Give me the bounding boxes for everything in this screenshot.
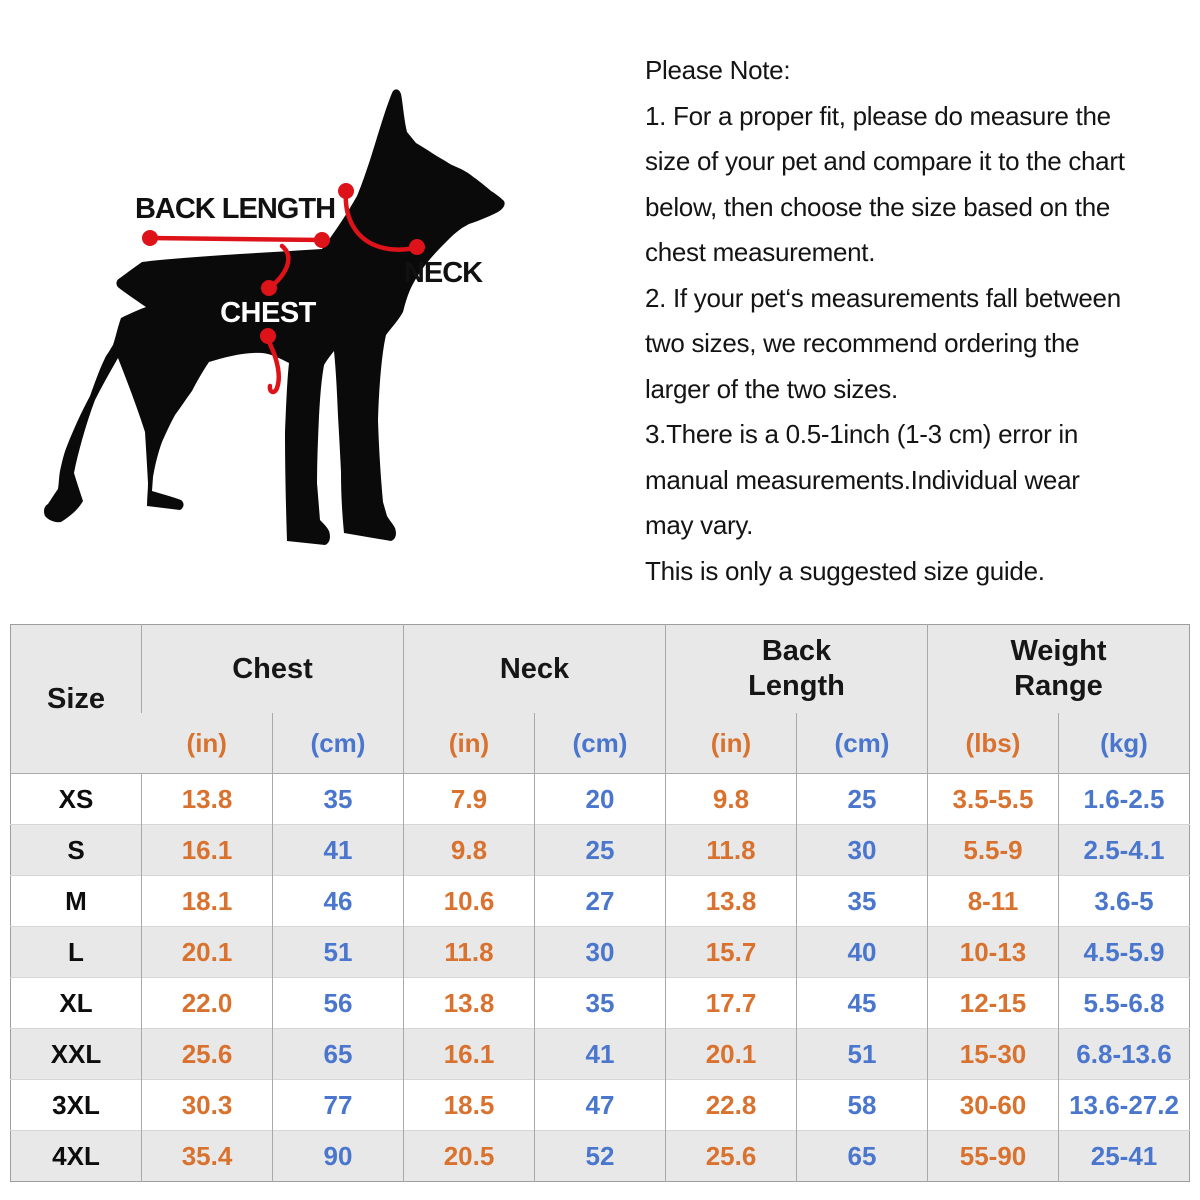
unit-header-chest-cm: (cm) xyxy=(273,713,404,774)
size-label: 3XL xyxy=(11,1080,142,1131)
note-line: below, then choose the size based on the xyxy=(645,191,1111,222)
back-length-label: BACK LENGTH xyxy=(134,193,336,225)
measurement-value: 5.5-6.8 xyxy=(1059,978,1190,1029)
measurement-value: 11.8 xyxy=(404,927,535,978)
note-line: 2. If your pet‘s measurements fall between xyxy=(645,282,1121,313)
measurement-value: 15-30 xyxy=(928,1029,1059,1080)
unit-header-back-in: (in) xyxy=(666,713,797,774)
note-line: two sizes, we recommend ordering the xyxy=(645,328,1080,358)
dog-measurement-diagram xyxy=(30,60,610,600)
measurement-value: 35 xyxy=(535,978,666,1029)
measurement-value: 30 xyxy=(797,825,928,876)
size-label: L xyxy=(11,927,142,978)
measurement-value: 65 xyxy=(797,1131,928,1182)
unit-header-neck-cm: (cm) xyxy=(535,713,666,774)
measurement-value: 1.6-2.5 xyxy=(1059,774,1190,825)
measurement-value: 30 xyxy=(535,927,666,978)
col-header-size: Size xyxy=(11,625,142,774)
measurement-value: 52 xyxy=(535,1131,666,1182)
chest-label: CHEST xyxy=(220,297,316,329)
unit-header-neck-in: (in) xyxy=(404,713,535,774)
size-label: M xyxy=(11,876,142,927)
measurement-value: 22.8 xyxy=(666,1080,797,1131)
measurement-value: 8-11 xyxy=(928,876,1059,927)
measurement-value: 12-15 xyxy=(928,978,1059,1029)
measurement-value: 16.1 xyxy=(142,825,273,876)
table-unit-header-row xyxy=(11,713,1190,774)
measurement-value: 11.8 xyxy=(666,825,797,876)
measurement-value: 25.6 xyxy=(142,1029,273,1080)
note-line: 3.There is a 0.5-1inch (1-3 cm) error in xyxy=(645,419,1079,449)
table-row xyxy=(11,1080,1190,1131)
measurement-value: 10.6 xyxy=(404,876,535,927)
col-group-back-length: Back Length xyxy=(666,625,928,714)
measurement-value: 15.7 xyxy=(666,927,797,978)
measurement-value: 25 xyxy=(535,825,666,876)
unit-header-weight-kg: (kg) xyxy=(1059,713,1190,774)
measurement-value: 13.8 xyxy=(142,774,273,825)
measurement-value: 77 xyxy=(273,1080,404,1131)
measurement-value: 2.5-4.1 xyxy=(1059,825,1190,876)
measurement-value: 35 xyxy=(273,774,404,825)
measurement-value: 55-90 xyxy=(928,1131,1059,1182)
measurement-value: 18.5 xyxy=(404,1080,535,1131)
unit-header-weight-lbs: (lbs) xyxy=(928,713,1059,774)
measurement-value: 20 xyxy=(535,774,666,825)
unit-header-back-cm: (cm) xyxy=(797,713,928,774)
table-row xyxy=(11,1029,1190,1080)
measurement-value: 35.4 xyxy=(142,1131,273,1182)
measurement-value: 65 xyxy=(273,1029,404,1080)
col-group-neck: Neck xyxy=(404,625,666,714)
col-group-chest: Chest xyxy=(142,625,404,714)
measurement-value: 51 xyxy=(797,1029,928,1080)
measurement-value: 30.3 xyxy=(142,1080,273,1131)
measurement-value: 13.6-27.2 xyxy=(1059,1080,1190,1131)
note-line: size of your pet and compare it to the chart xyxy=(645,146,1125,176)
measurement-value: 30-60 xyxy=(928,1080,1059,1131)
measurement-value: 41 xyxy=(535,1029,666,1080)
measurement-value: 27 xyxy=(535,876,666,927)
note-line: This is only a suggested size guide. xyxy=(645,555,1045,586)
measurement-value: 40 xyxy=(797,927,928,978)
measurement-value: 47 xyxy=(535,1080,666,1131)
measurement-value: 20.1 xyxy=(666,1029,797,1080)
measurement-value: 20.1 xyxy=(142,927,273,978)
measurement-value: 9.8 xyxy=(404,825,535,876)
measurement-value: 45 xyxy=(797,978,928,1029)
table-row xyxy=(11,825,1190,876)
size-label: XXL xyxy=(11,1029,142,1080)
note-title: Please Note: xyxy=(645,55,791,85)
table-row xyxy=(11,927,1190,978)
table-row xyxy=(11,876,1190,927)
measurement-value: 22.0 xyxy=(142,978,273,1029)
measurement-value: 35 xyxy=(797,876,928,927)
measurement-value: 90 xyxy=(273,1131,404,1182)
measurement-value: 25.6 xyxy=(666,1131,797,1182)
size-chart-table xyxy=(10,624,1190,1182)
measurement-value: 13.8 xyxy=(666,876,797,927)
table-row xyxy=(11,978,1190,1029)
measurement-value: 25-41 xyxy=(1059,1131,1190,1182)
measurement-value: 5.5-9 xyxy=(928,825,1059,876)
unit-header-chest-in: (in) xyxy=(142,713,273,774)
table-group-header-row xyxy=(11,625,1190,714)
measurement-value: 41 xyxy=(273,825,404,876)
neck-label: NECK xyxy=(403,257,483,289)
measurement-value: 4.5-5.9 xyxy=(1059,927,1190,978)
measurement-value: 16.1 xyxy=(404,1029,535,1080)
col-group-weight-range: Weight Range xyxy=(928,625,1190,714)
measurement-value: 58 xyxy=(797,1080,928,1131)
measurement-value: 6.8-13.6 xyxy=(1059,1029,1190,1080)
measurement-value: 3.5-5.5 xyxy=(928,774,1059,825)
note-line: 1. For a proper fit, please do measure the xyxy=(645,100,1111,131)
note-line: larger of the two sizes. xyxy=(645,373,898,404)
measurement-value: 3.6-5 xyxy=(1059,876,1190,927)
measurement-value: 17.7 xyxy=(666,978,797,1029)
size-label: S xyxy=(11,825,142,876)
table-row xyxy=(11,774,1190,825)
size-label: 4XL xyxy=(11,1131,142,1182)
measurement-value: 51 xyxy=(273,927,404,978)
measurement-value: 18.1 xyxy=(142,876,273,927)
measurement-value: 46 xyxy=(273,876,404,927)
size-label: XS xyxy=(11,774,142,825)
measurement-value: 13.8 xyxy=(404,978,535,1029)
size-label: XL xyxy=(11,978,142,1029)
measurement-value: 20.5 xyxy=(404,1131,535,1182)
measurement-value: 9.8 xyxy=(666,774,797,825)
note-block xyxy=(645,48,1185,594)
measurement-value: 7.9 xyxy=(404,774,535,825)
measurement-value: 56 xyxy=(273,978,404,1029)
note-line: chest measurement. xyxy=(645,237,876,267)
note-line: may vary. xyxy=(645,510,754,540)
measurement-value: 10-13 xyxy=(928,927,1059,978)
measurement-value: 25 xyxy=(797,774,928,825)
table-row xyxy=(11,1131,1190,1182)
note-line: manual measurements.Individual wear xyxy=(645,464,1080,495)
